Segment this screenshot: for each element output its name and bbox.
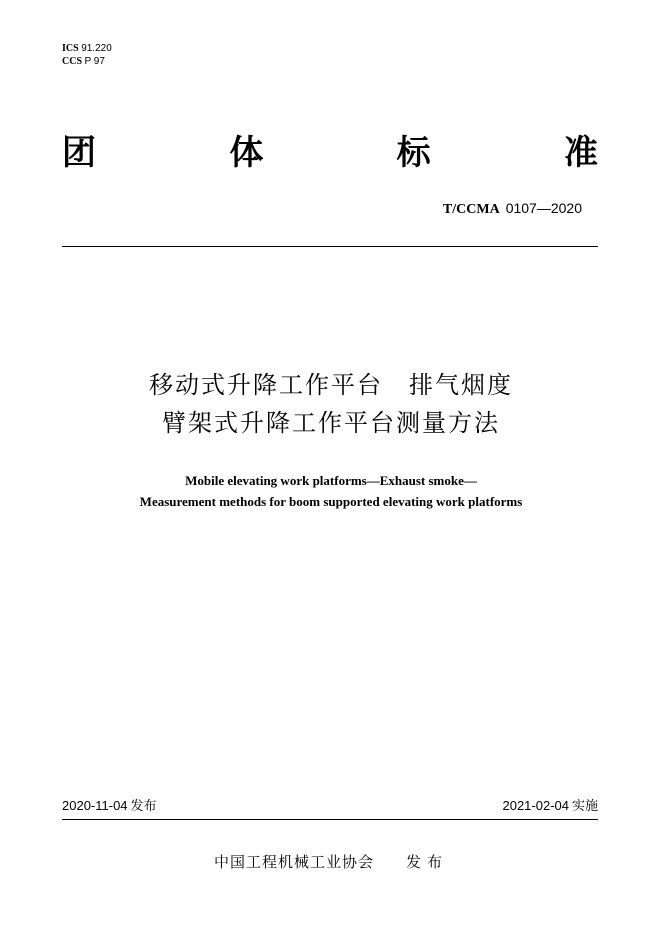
chinese-title-line-1: 移动式升降工作平台 排气烟度 [149, 371, 513, 399]
publisher-organization: 中国工程机械工业协会 [213, 853, 374, 871]
top-divider [62, 246, 598, 247]
chinese-title [0, 366, 662, 442]
english-title [0, 470, 662, 512]
ccs-label: CCS [62, 56, 83, 67]
title-char-2: 体 [229, 133, 264, 173]
publish-date-value: 2020-11-04 [62, 798, 128, 813]
effective-date-value: 2021-02-04 [502, 798, 569, 813]
publisher [0, 852, 662, 872]
standard-type-title [62, 130, 598, 176]
title-char-3: 标 [396, 133, 431, 173]
english-title-line-2: Measurement methods for boom supported elevating work platforms [139, 494, 523, 509]
effective-date [502, 798, 598, 815]
ccs-code [62, 55, 112, 68]
standard-prefix: T/CCMA [442, 202, 500, 217]
ccs-value: P 97 [84, 56, 105, 67]
english-title-line-1: Mobile elevating work platforms—Exhaust smoke— [185, 473, 477, 488]
effective-date-label: 实施 [571, 799, 598, 814]
publisher-action: 发布 [406, 853, 449, 871]
publish-date [62, 798, 157, 815]
publish-date-label: 发布 [130, 799, 157, 814]
standard-number [443, 199, 582, 219]
title-char-1: 团 [62, 133, 96, 173]
ics-label: ICS [62, 43, 79, 54]
bottom-divider [62, 819, 598, 820]
ics-value: 91.220 [81, 43, 112, 54]
standard-code: 0107—2020 [505, 200, 582, 216]
classification-codes [62, 42, 112, 68]
ics-code [62, 42, 112, 55]
title-char-4: 准 [563, 133, 598, 173]
chinese-title-line-2: 臂架式升降工作平台测量方法 [162, 409, 500, 437]
